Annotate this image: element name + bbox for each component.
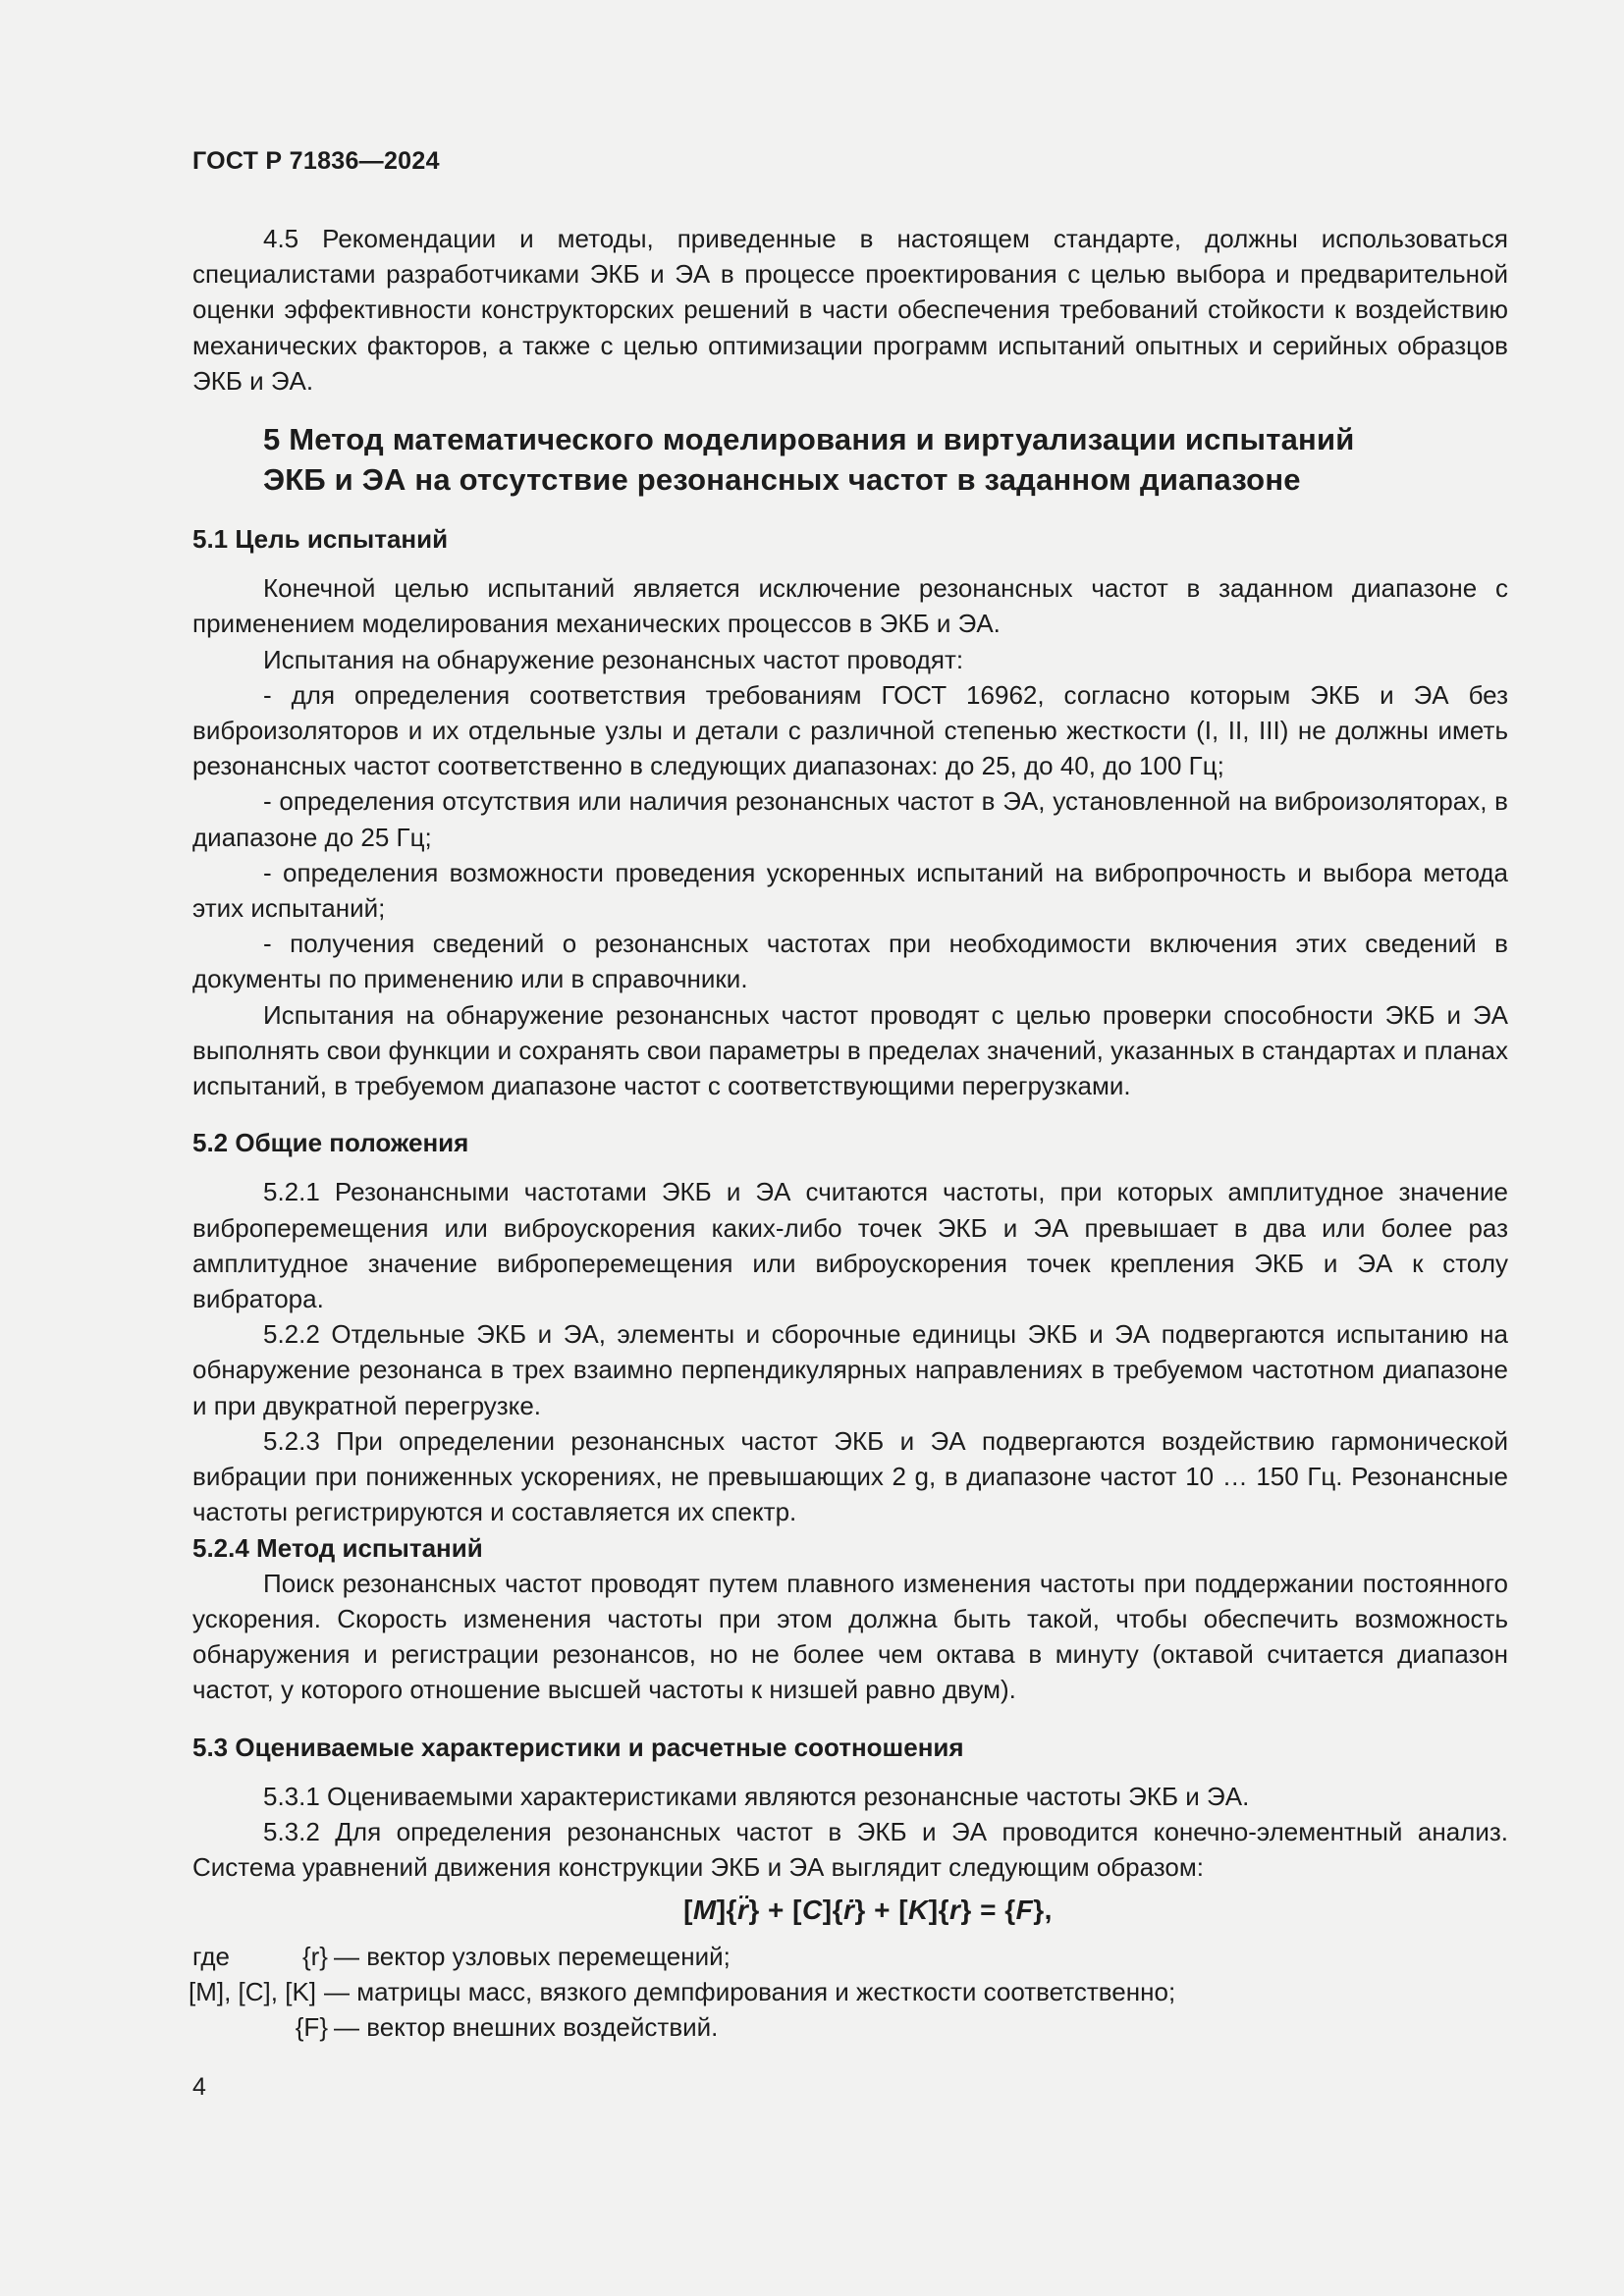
definition-f-text: — вектор внешних воздействий.	[334, 2011, 719, 2042]
paragraph-5-2-4: Поиск резонансных частот проводят путем плавного изменения частоты при поддержании постоянного ускорения. Скорость изменения частоты при этом должна быть такой, чтобы обеспечить возможность обнаружения и регистрации резонансов, но не более чем октава в минуту (октавой считается диапазон частот, у которого отношение высшей частоты к низшей равно двум).	[192, 1568, 1508, 1705]
list-item-3: - определения возможности проведения ускоренных испытаний на вибропрочность и выбора метода этих испытаний;	[192, 857, 1508, 924]
symbol-f: {F}	[295, 2011, 328, 2042]
symbol-mck: [M], [C], [K]	[189, 1976, 317, 2006]
where-label: где	[192, 1941, 230, 1971]
definition-f	[192, 2009, 1508, 2045]
page-content	[189, 221, 1508, 2045]
paragraph-5-1-p1: Конечной целью испытаний является исключение резонансных частот в заданном диапазоне с применением моделирования механических процессов в ЭКБ и ЭА.	[192, 573, 1508, 639]
list-item-4: - получения сведений о резонансных частотах при необходимости включения этих сведений в документы по применению или в справочники.	[192, 929, 1508, 994]
standard-header: ГОСТ Р 71836—2024	[192, 147, 440, 175]
paragraph-5-2-3: 5.2.3 При определении резонансных частот ЭКБ и ЭА подвергаются воздействию гармонической вибрации при пониженных ускорениях, не превышающих 2 g, в диапазоне частот 10 … 150 Гц. Резонансные частоты регистрируются и составляется их спектр.	[192, 1425, 1508, 1527]
definition-mck-text: — матрицы масс, вязкого демпфирования и жесткости соответственно;	[324, 1976, 1176, 2006]
paragraph-5-1-p2: Испытания на обнаружение резонансных частот проводят:	[263, 644, 964, 674]
heading-5-1: 5.1 Цель испытаний	[192, 524, 449, 555]
motion-equation: [M]{r̈} + [C]{ṙ} + [K]{r} = {F},	[683, 1895, 1053, 1926]
list-item-1: - для определения соответствия требованиям ГОСТ 16962, согласно которым ЭКБ и ЭА без виброизоляторов и их отдельные узлы и детали с различной степенью жесткости (I, II, III) не должны иметь резонансных частот соответственно в следующих диапазонах: до 25, до 40, до 100 Гц;	[192, 679, 1508, 781]
definition-r-text: — вектор узловых перемещений;	[334, 1941, 731, 1971]
definition-mck	[189, 1974, 1508, 2009]
paragraph-5-2-2: 5.2.2 Отдельные ЭКБ и ЭА, элементы и сборочные единицы ЭКБ и ЭА подвергаются испытанию на обнаружение резонанса в трех взаимно перпендикулярных направлениях в требуемом частотном диапазоне и при двукратной перегрузке.	[192, 1319, 1508, 1420]
page-number: 4	[192, 2073, 206, 2101]
paragraph-5-3-1: 5.3.1 Оцениваемыми характеристиками являются резонансные частоты ЭКБ и ЭА.	[263, 1781, 1250, 1811]
symbol-r: {r}	[301, 1941, 328, 1971]
heading-5-3: 5.3 Оцениваемые характеристики и расчетные соотношения	[192, 1732, 964, 1762]
section-5-title	[263, 419, 1508, 500]
paragraph-4-5: 4.5 Рекомендации и методы, приведенные в настоящем стандарте, должны использоваться специалистами разработчиками ЭКБ и ЭА в процессе проектирования с целью выбора и предварительной оценки эффективности конструкторских решений в части обеспечения требований стойкости к воздействию механических факторов, а также с целью оптимизации программ испытаний опытных и серийных образцов ЭКБ и ЭА.	[192, 224, 1508, 396]
paragraph-5-1-p3: Испытания на обнаружение резонансных частот проводят с целью проверки способности ЭКБ и ЭА выполнять свои функции и сохранять свои параметры в пределах значений, указанных в стандартах и планах испытаний, в требуемом диапазоне частот с соответствующими перегрузками.	[192, 999, 1508, 1101]
heading-5-2: 5.2 Общие положения	[192, 1128, 469, 1158]
paragraph-5-3-2: 5.3.2 Для определения резонансных частот в ЭКБ и ЭА проводится конечно-элементный анализ. Система уравнений движения конструкции ЭКБ и ЭА выглядит следующим образом:	[192, 1816, 1508, 1883]
definition-r	[192, 1939, 1508, 1974]
symbol-definitions	[189, 1939, 1508, 2046]
list-item-2: - определения отсутствия или наличия резонансных частот в ЭА, установленной на виброизоляторах, в диапазоне до 25 Гц;	[192, 786, 1508, 852]
section-5-title-line1: 5 Метод математического моделирования и виртуализации испытаний	[263, 422, 1355, 457]
section-5-title-line2: ЭКБ и ЭА на отсутствие резонансных частот в заданном диапазоне	[263, 462, 1301, 498]
paragraph-5-2-1: 5.2.1 Резонансными частотами ЭКБ и ЭА считаются частоты, при которых амплитудное значение виброперемещения или виброускорения каких-либо точек ЭКБ и ЭА превышает в два или более раз амплитудное значение виброперемещения или виброускорения точек крепления ЭКБ и ЭА к столу вибратора.	[192, 1177, 1508, 1314]
heading-5-2-4: 5.2.4 Метод испытаний	[192, 1532, 483, 1563]
